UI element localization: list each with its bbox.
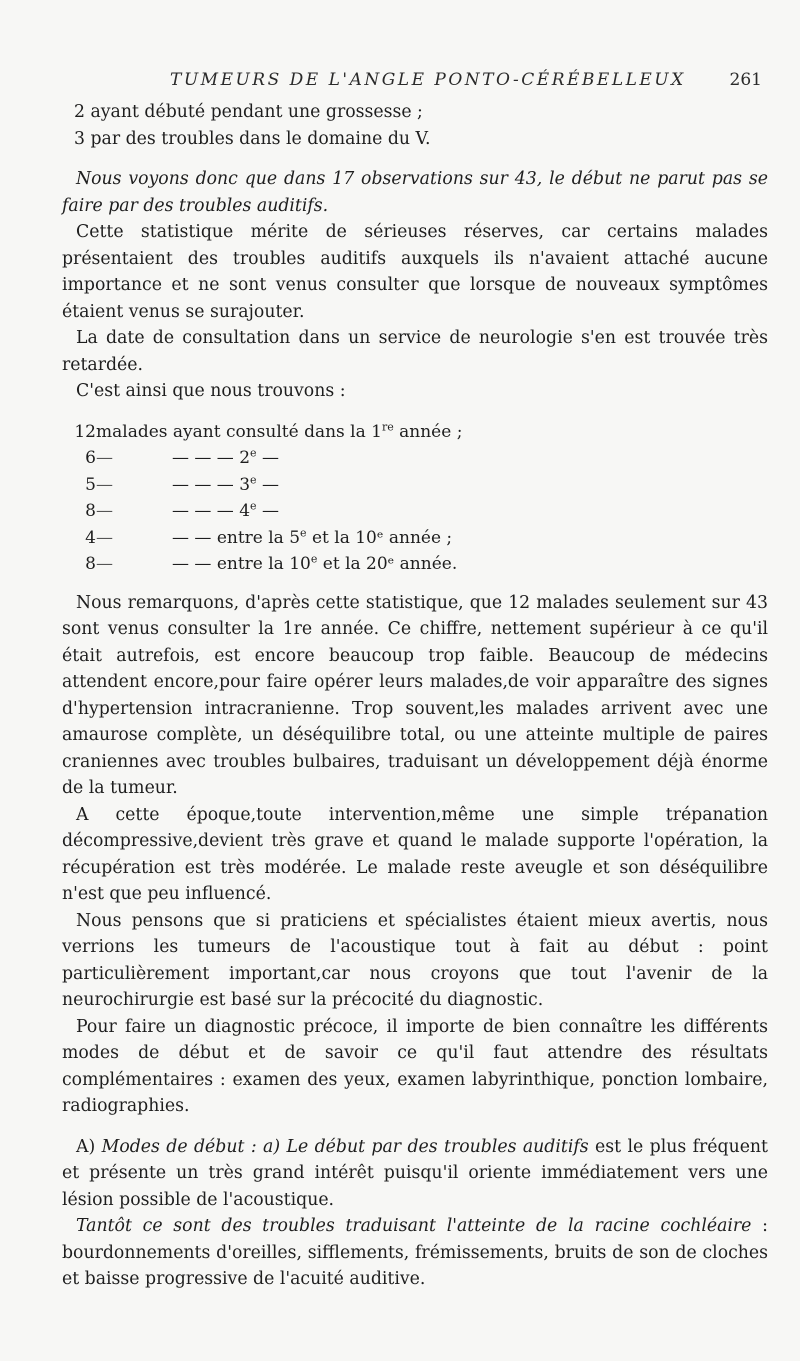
- row-count: 4: [85, 527, 96, 548]
- section-heading: Modes de début : a) Le début par des troubles auditifs: [101, 1136, 589, 1157]
- row-count: 12: [74, 421, 96, 442]
- row-label: malades ayant consulté dans la 1re année ;: [96, 419, 463, 442]
- paragraph-cochlear: [62, 1213, 768, 1293]
- row-dash: —: [96, 448, 113, 468]
- row-count: 8: [85, 501, 96, 521]
- paragraph-intervention: A cette époque,toute intervention,même une simple trépanation décompressive,devient très grave et quand le malade supporte l'opération, la récupération est très modérée. Le malade reste aveugle et son déséquilibre n'est que peu influencé.: [62, 804, 768, 904]
- row-dash: —: [96, 527, 113, 548]
- row-dash: —: [96, 554, 113, 574]
- row-dash: —: [96, 501, 113, 521]
- paragraph-early-diagnosis: Nous pensons que si praticiens et spécialistes étaient mieux avertis, nous verrions les tumeurs de l'acoustique tout à fait au début : point particulièrement important,car nous croyons que tout l'avenir de la neurochirurgie est basé sur la précocité du diagnostic.: [62, 910, 768, 1010]
- table-row: [70, 551, 462, 578]
- row-period: — — — 4e —: [172, 499, 279, 521]
- consultation-table: [70, 419, 462, 578]
- page-number: 261: [729, 70, 762, 90]
- section-text: est le plus fréquent et présente un très grand intérêt puisqu'il oriente immédiatement vers une lésion possible de l'acoustique.: [62, 1136, 768, 1210]
- paragraph-remarks: Nous remarquons, d'après cette statistique, que 12 malades seulement sur 43 sont venus consulter la 1re année. Ce chiffre, nettement supérieur à ce qu'il était autrefois, est encore beaucoup trop faible. Beaucoup de médecins attendent encore,pour faire opérer leurs malades,de voir apparaître des signes d'hypertension intracranienne. Trop souvent,les malades arrivent avec une amaurose complète, un déséquilibre total, ou une atteinte multiple de paires craniennes avec troubles bulbaires, traduisant un développement déjà énorme de la tumeur.: [62, 592, 768, 798]
- row-dash: —: [96, 474, 113, 495]
- row-count: 6: [85, 448, 96, 468]
- paragraph-section-a: [62, 1134, 768, 1214]
- row-count: 8: [85, 554, 96, 574]
- running-title: TUMEURS DE L'ANGLE PONTO-CÉRÉBELLEUX: [170, 70, 686, 90]
- row-period: — — — 2e —: [172, 446, 279, 468]
- cochlear-text: : bourdonnements d'oreilles, sifflements, frémissements, bruits de son de cloches et baisse progressive de l'acuité auditive.: [62, 1216, 768, 1289]
- italic-conclusion: [62, 166, 768, 219]
- table-row: [70, 472, 462, 499]
- paragraph-intro-stats: C'est ainsi que nous trouvons :: [76, 381, 346, 401]
- table-row: [70, 445, 462, 472]
- paragraph-consultation-date: La date de consultation dans un service de neurologie s'en est trouvée très retardée.: [62, 328, 768, 375]
- row-period: — — — 3e —: [172, 472, 279, 495]
- page-header: [0, 70, 800, 100]
- table-row: [70, 498, 462, 525]
- row-period: — — entre la 5e et la 10ᵉ année ;: [172, 525, 453, 548]
- body-text: [62, 99, 768, 1293]
- table-row: [70, 419, 462, 446]
- paragraph-reserves: Cette statistique mérite de sérieuses réserves, car certains malades présentaient des troubles auditifs auxquels ils n'avaient attaché aucune importance et ne sont venus consulter que lorsque de nouveaux symptômes étaient venus se surajouter.: [62, 222, 768, 322]
- italic-conclusion-text: Nous voyons donc que dans 17 observations sur 43, le début ne parut pas se faire par des troubles auditifs.: [62, 169, 768, 216]
- table-row: [70, 525, 462, 552]
- section-label: A): [76, 1136, 96, 1157]
- list-line-1: 2 ayant débuté pendant une grossesse ;: [74, 102, 423, 122]
- row-count: 5: [85, 474, 96, 495]
- list-line-2: 3 par des troubles dans le domaine du V.: [74, 128, 431, 149]
- row-period: — — entre la 10e et la 20ᵉ année.: [172, 552, 458, 574]
- cochlear-italic: Tantôt ce sont des troubles traduisant l'atteinte de la racine cochléaire: [76, 1216, 752, 1236]
- paragraph-onset-modes: Pour faire un diagnostic précoce, il importe de bien connaître les différents modes de début et de savoir ce qu'il faut attendre des résultats complémentaires : examen des yeux, examen labyrinthique, ponction lombaire, radiographies.: [62, 1016, 768, 1116]
